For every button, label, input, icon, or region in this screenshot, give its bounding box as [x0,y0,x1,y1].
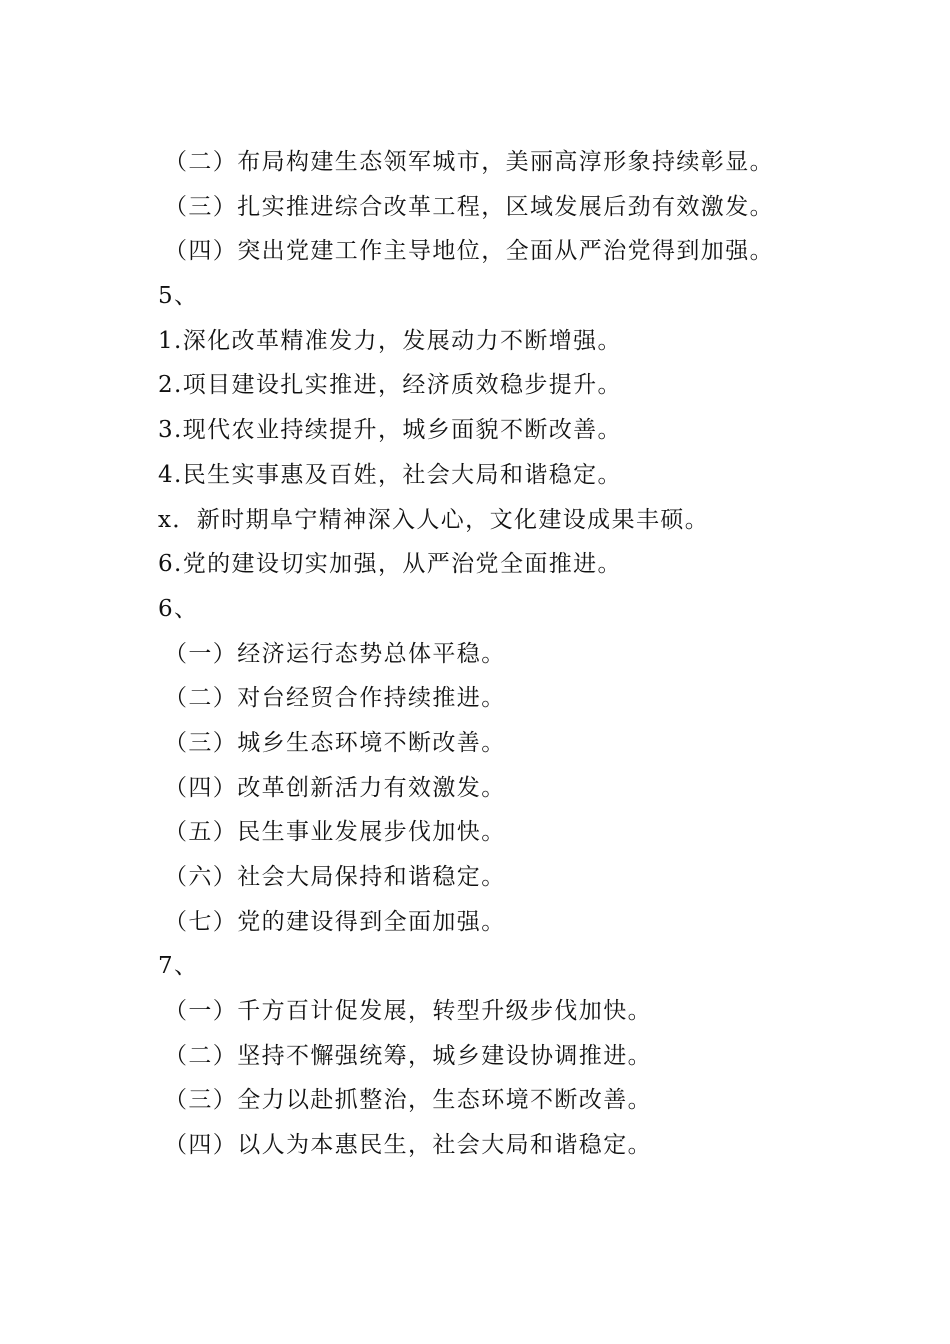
list-item: 6.党的建设切实加强，从严治党全面推进。 [158,551,622,578]
list-item: （五）民生事业发展步伐加快。 [164,819,506,846]
list-item: （二）坚持不懈强统筹，城乡建设协调推进。 [164,1042,652,1069]
list-item: （六）社会大局保持和谐稳定。 [164,864,506,890]
list-item: 2.项目建设扎实推进，经济质效稳步提升。 [158,372,622,399]
list-item: （四）改革创新活力有效激发。 [164,774,506,801]
list-item: 3.现代农业持续提升，城乡面貌不断改善。 [158,417,622,444]
list-item: （四）突出党建工作主导地位，全面从严治党得到加强。 [164,238,774,265]
list-item: （一）千方百计促发展，转型升级步伐加快。 [164,998,652,1025]
list-item: （三）扎实推进综合改革工程，区域发展后劲有效激发。 [164,193,774,220]
list-item: （七）党的建设得到全面加强。 [164,908,506,935]
list-item: （二）布局构建生态领军城市，美丽高淳形象持续彰显。 [164,149,774,175]
section-heading: 7、 [158,953,199,980]
document-body [158,140,878,1168]
list-item: x．新时期阜宁精神深入人心，文化建设成果丰硕。 [158,506,710,533]
list-item: （二）对台经贸合作持续推进。 [164,685,506,712]
list-item: 4.民生实事惠及百姓，社会大局和谐稳定。 [158,461,622,488]
section-heading: 6、 [158,595,199,622]
section-heading: 5、 [158,283,199,310]
list-item: （四）以人为本惠民生，社会大局和谐稳定。 [164,1132,652,1159]
list-item: （三）城乡生态环境不断改善。 [164,729,506,756]
list-item: 1.深化改革精准发力，发展动力不断增强。 [158,327,622,354]
list-item: （三）全力以赴抓整治，生态环境不断改善。 [164,1087,652,1114]
list-item: （一）经济运行态势总体平稳。 [164,640,506,667]
